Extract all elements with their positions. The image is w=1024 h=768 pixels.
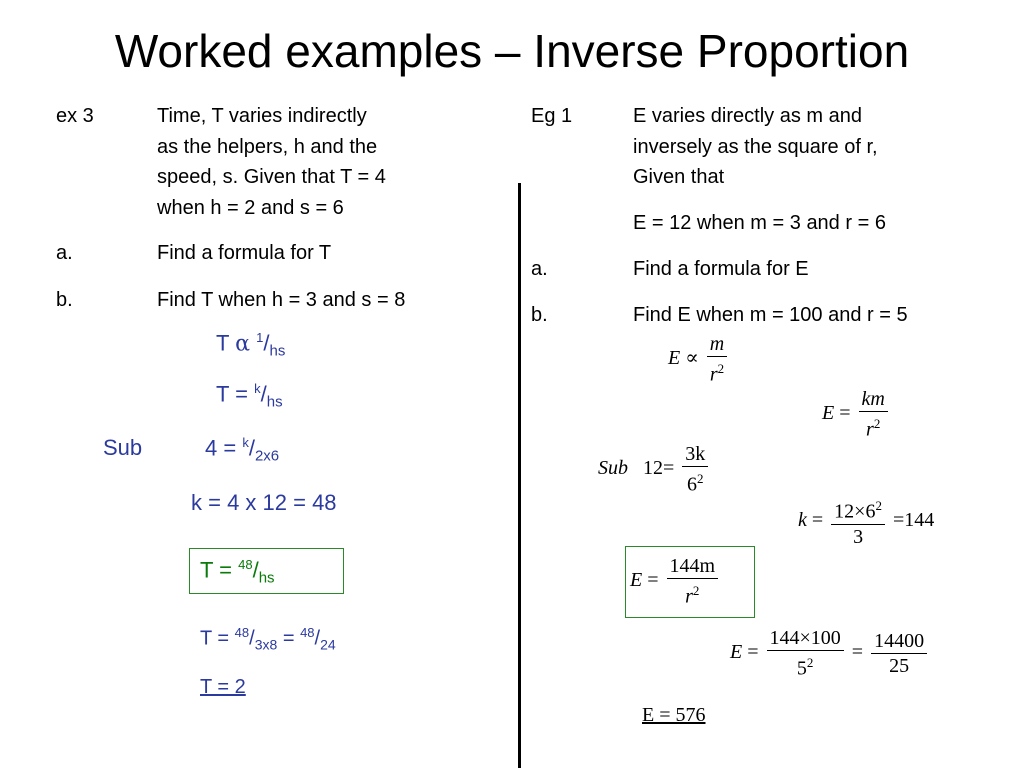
right-question-text: [633, 101, 878, 193]
right-question-line: E varies directly as m and: [633, 105, 862, 127]
right-final-answer: E = 576: [642, 704, 706, 726]
right-question-line: inversely as the square of r,: [633, 135, 878, 158]
left-step-evaluate: $T = ^{48}/_{3x8} = ^{48}/_{24}$: [200, 625, 336, 653]
left-question-line: Time, T varies indirectly: [157, 105, 367, 127]
left-question-line: speed, s. Given that T = 4: [157, 166, 386, 188]
left-question-line: as the helpers, h and the: [157, 135, 378, 158]
right-part-b-label: b.: [531, 304, 548, 326]
left-part-b-text: Find T when h = 3 and s = 8: [157, 289, 406, 311]
left-part-a-label: a.: [56, 242, 73, 264]
left-step-k-value: k = 4 x 12 = 48: [191, 490, 337, 515]
right-example-label: Eg 1: [531, 105, 573, 127]
left-part-a-text: Find a formula for T: [157, 242, 332, 264]
right-eq-formula: E = $\frac{km}{r^2}$: [822, 387, 891, 442]
left-answer-formula: $T = ^{48}/_{hs}$: [200, 557, 275, 587]
right-given: E = 12 when m = 3 and r = 6: [633, 212, 886, 234]
right-eq-proportional: E ∝ $\frac{m}{r^2}$: [668, 332, 730, 387]
left-part-b-label: b.: [56, 289, 73, 311]
right-eq-substitute: Sub 12= $\frac{3k}{6^2}$: [598, 442, 711, 497]
right-part-b-text: Find E when m = 100 and r = 5: [633, 304, 908, 326]
right-eq-k-value: k = $\frac{12\times 6^2}{3}$ =144: [798, 494, 934, 549]
left-step-proportional: T α $^1/_{hs}$: [216, 330, 286, 360]
right-eq-evaluate: E = $\frac{144\times 100}{5^2}$ = $\frac{14400}{25}$: [730, 626, 930, 681]
left-step-formula: $T = ^k/_{hs}$: [216, 381, 283, 411]
right-answer-formula: E = $\frac{144m}{r^2}$: [630, 554, 721, 609]
left-step-substitute: $4 = ^k/_{2x6}$: [205, 435, 280, 465]
column-divider: [518, 183, 521, 768]
left-question-text: [157, 101, 386, 223]
left-question-line: when h = 2 and s = 6: [157, 196, 344, 219]
left-sub-label: Sub: [103, 435, 143, 460]
right-part-a-label: a.: [531, 258, 548, 280]
right-question-line: Given that: [633, 166, 725, 188]
left-final-answer: T = 2: [200, 676, 246, 698]
page-title: Worked examples – Inverse Proportion: [114, 25, 910, 77]
right-part-a-text: Find a formula for E: [633, 258, 809, 280]
left-example-label: ex 3: [56, 105, 94, 127]
